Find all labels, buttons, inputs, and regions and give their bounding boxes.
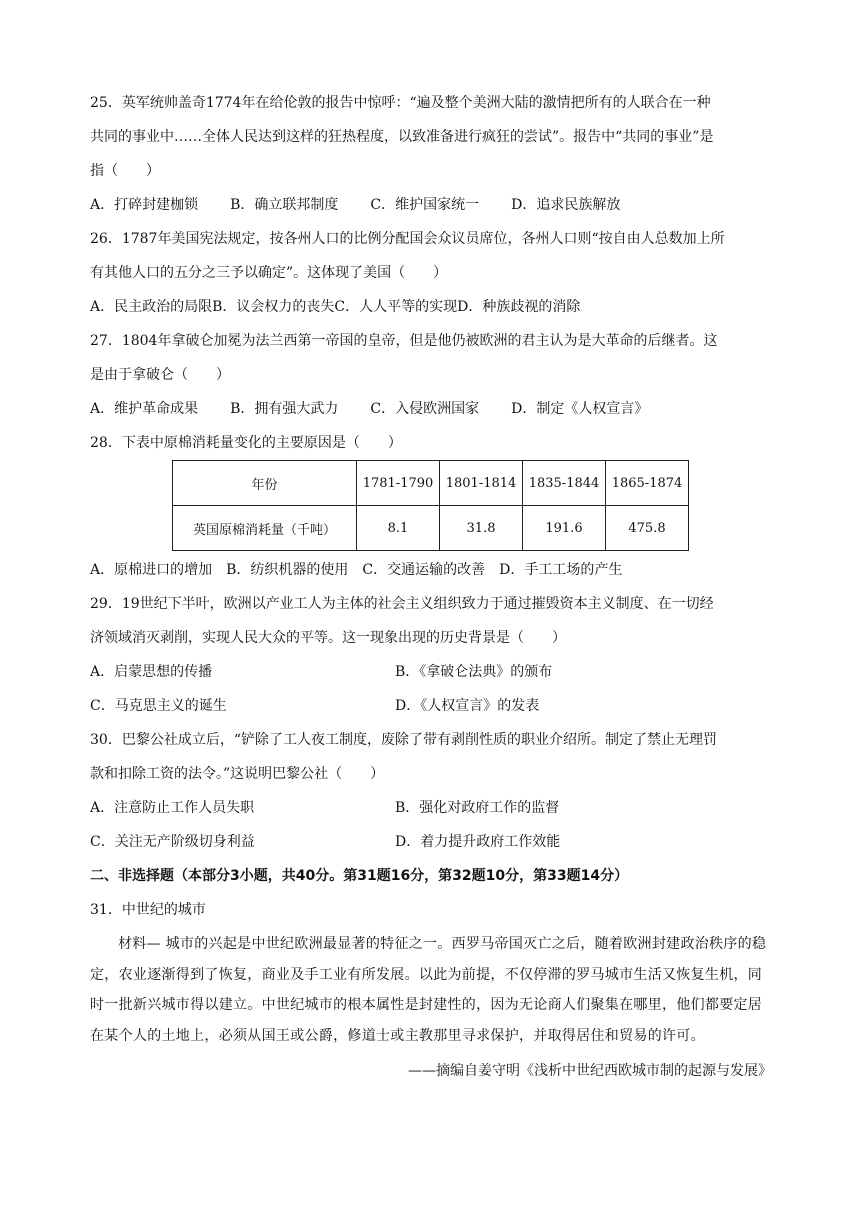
question-29 — [90, 587, 770, 723]
question-text-line: 有其他人口的五分之三予以确定”。这体现了美国（ ） — [90, 265, 448, 281]
option-a: A．打碎封建枷锁 — [90, 197, 199, 213]
question-26 — [90, 222, 770, 324]
option-c: C．交通运输的改善 — [362, 562, 486, 578]
option-c: C．马克思主义的诞生 — [90, 698, 227, 714]
table-cell: 31.8 — [440, 506, 523, 551]
question-30 — [90, 723, 770, 859]
question-text-line: 29．19世纪下半叶，欧洲以产业工人为主体的社会主义组织致力于通过摧毁资本主义制度、在一切经 — [90, 596, 714, 612]
question-text-line: 款和扣除工资的法令。”这说明巴黎公社（ ） — [90, 766, 385, 782]
question-text-line: 是由于拿破仑（ ） — [90, 367, 230, 383]
option-d: D．《人权宣言》的发表 — [395, 698, 540, 714]
question-text-line: 26．1787年美国宪法规定，按各州人口的比例分配国会众议员席位，各州人口则“按自由人总数加上所 — [90, 231, 725, 247]
question-28 — [90, 426, 770, 587]
table-cell: 1781-1790 — [357, 461, 440, 506]
option-d: D．追求民族解放 — [511, 197, 621, 213]
option-d: D．种族歧视的消除 — [457, 299, 581, 315]
question-text-line: 25．英军统帅盖奇1774年在给伦敦的报告中惊呼：“遍及整个美洲大陆的激情把所有的人联合在一种 — [90, 95, 711, 111]
options-row — [90, 655, 770, 689]
option-d: D．着力提升政府工作效能 — [395, 834, 561, 850]
question-text-line: 30．巴黎公社成立后，“铲除了工人夜工制度，废除了带有剥削性质的职业介绍所。制定了禁止无理罚 — [90, 732, 717, 748]
table-cell: 475.8 — [606, 506, 689, 551]
question-31-title: 31．中世纪的城市 — [90, 902, 206, 918]
option-b: B．强化对政府工作的监督 — [395, 800, 560, 816]
table-header-cell: 年份 — [173, 461, 357, 506]
option-a: A．原棉进口的增加 — [90, 562, 213, 578]
material-passage: 材料— 城市的兴起是中世纪欧洲最显著的特征之一。西罗马帝国灭亡之后，随着欧洲封建政治秩序的稳定，农业逐渐得到了恢复，商业及手工业有所发展。以此为前提，不仅停滞的罗马城市生活又恢复生机，同时一批新兴城市得以建立。中世纪城市的根本属性是封建性的，因为无论商人们聚集在哪里，他们都要定居在某个人的土地上，必须从国王或公爵，修道士或主教那里寻求保护，并取得居住和贸易的许可。 — [90, 936, 767, 1044]
option-c: C．人人平等的实现 — [334, 299, 458, 315]
option-b: B．《拿破仑法典》的颁布 — [395, 664, 553, 680]
question-27 — [90, 324, 770, 426]
question-text-line: 27．1804年拿破仑加冕为法兰西第一帝国的皇帝，但是他仍被欧洲的君主认为是大革命的后继者。这 — [90, 333, 718, 349]
option-a: A．注意防止工作人员失职 — [90, 800, 255, 816]
question-text-line: 指（ ） — [90, 163, 160, 179]
option-d: D．手工工场的产生 — [499, 562, 623, 578]
option-b: B．议会权力的丧失 — [212, 299, 335, 315]
material-source: ——摘编自姜守明《浅析中世纪西欧城市制的起源与发展》 — [408, 1063, 772, 1079]
table-cell: 1865-1874 — [606, 461, 689, 506]
options-row — [90, 188, 770, 222]
option-b: B．拥有强大武力 — [230, 401, 339, 417]
table-header-cell: 英国原棉消耗量（千吨） — [173, 506, 357, 551]
table-cell: 1835-1844 — [523, 461, 606, 506]
options-row — [90, 825, 770, 859]
option-c: C．关注无产阶级切身利益 — [90, 834, 255, 850]
option-a: A．启蒙思想的传播 — [90, 664, 213, 680]
table-cell: 1801-1814 — [440, 461, 523, 506]
options-row — [90, 392, 770, 426]
question-text-line: 28．下表中原棉消耗量变化的主要原因是（ ） — [90, 435, 402, 451]
option-a: A．维护革命成果 — [90, 401, 199, 417]
table-cell: 191.6 — [523, 506, 606, 551]
table-row — [173, 461, 689, 506]
options-row — [90, 553, 770, 587]
exam-page — [90, 86, 770, 1087]
option-c: C．入侵欧洲国家 — [370, 401, 480, 417]
option-a: A．民主政治的局限 — [90, 299, 213, 315]
table-cell: 8.1 — [357, 506, 440, 551]
question-text-line: 共同的事业中……全体人民达到这样的狂热程度，以致准备进行疯狂的尝试”。报告中“共同的事业”是 — [90, 129, 714, 145]
options-row — [90, 290, 770, 324]
option-b: B．纺织机器的使用 — [226, 562, 349, 578]
option-d: D．制定《人权宣言》 — [511, 401, 649, 417]
table-row — [173, 506, 689, 551]
options-row — [90, 791, 770, 825]
cotton-consumption-table — [172, 460, 689, 551]
options-row — [90, 689, 770, 723]
question-text-line: 济领域消灭剥削，实现人民大众的平等。这一现象出现的历史背景是（ ） — [90, 630, 566, 646]
question-25 — [90, 86, 770, 222]
option-c: C．维护国家统一 — [370, 197, 480, 213]
option-b: B．确立联邦制度 — [230, 197, 339, 213]
section-heading: 二、非选择题（本部分3小题，共40分。第31题16分，第32题10分，第33题14分） — [90, 868, 629, 884]
